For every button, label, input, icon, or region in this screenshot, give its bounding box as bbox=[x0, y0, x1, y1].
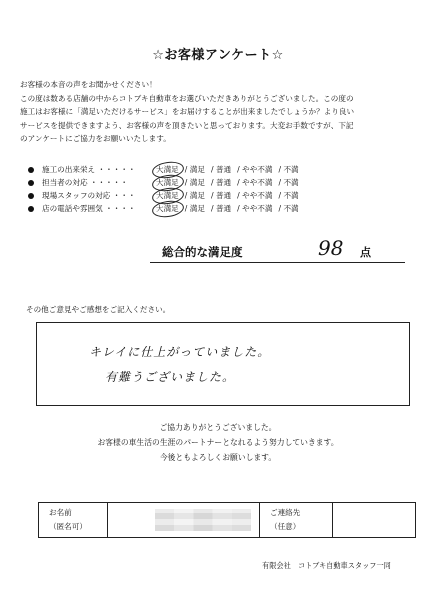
option-satisfied[interactable]: 満足 bbox=[189, 191, 205, 200]
option-neutral[interactable]: 普通 bbox=[215, 204, 232, 213]
name-label: お名前 bbox=[49, 508, 72, 517]
contact-label-cell bbox=[259, 503, 333, 537]
name-note: （匿名可） bbox=[49, 522, 87, 531]
rating-label: 担当者の対応 ・・・・・ bbox=[42, 178, 128, 187]
option-very-satisfied[interactable]: 大満足 bbox=[156, 165, 179, 174]
bullet-icon bbox=[28, 167, 34, 173]
intro-line: サービスを提供できますよう、お客様の声を頂きたいと思っております。大変お手数ですが、下記 bbox=[20, 120, 354, 130]
footer-signature: 有限会社 コトブキ自動車スタッフ一同 bbox=[262, 561, 391, 570]
option-somewhat-dissatisfied[interactable]: やや不満 bbox=[242, 191, 273, 200]
rating-label: 施工の出来栄え ・・・・・ bbox=[42, 165, 136, 174]
intro-line: 施工はお客様に「満足いただけるサービス」をお届けすることが出来ましたでしょうか？より良い bbox=[20, 107, 355, 116]
intro-line: お客様の本音の声をお聞かせください！ bbox=[20, 80, 157, 89]
comment-line: キレイに仕上がっていました。 bbox=[89, 345, 271, 359]
rating-row-field-staff bbox=[26, 189, 426, 202]
contact-note: （任意） bbox=[270, 522, 301, 531]
intro-line: この度は数ある店舗の中からコトブキ自動車をお選びいただきありがとうございました。この度の bbox=[20, 93, 354, 103]
contact-label: ご連絡先 bbox=[270, 508, 301, 517]
option-satisfied[interactable]: 満足 bbox=[189, 204, 205, 213]
rating-row-staff-in-charge bbox=[26, 176, 426, 189]
option-satisfied[interactable]: 満足 bbox=[189, 165, 205, 174]
bullet-icon bbox=[28, 206, 34, 212]
rating-options: 大満足 / 満足 / 普通 / やや不満 / 不満 bbox=[156, 191, 299, 200]
name-label-cell bbox=[39, 503, 108, 537]
thanks-line: お客様の車生活の生涯のパートナーとなれるよう努力していきます。 bbox=[97, 438, 339, 447]
option-satisfied[interactable]: 満足 bbox=[189, 178, 205, 187]
option-dissatisfied[interactable]: 不満 bbox=[283, 165, 299, 174]
score-underline bbox=[150, 262, 405, 263]
rating-label: 現場スタッフの対応 ・・・ bbox=[42, 191, 136, 200]
option-dissatisfied[interactable]: 不満 bbox=[283, 178, 299, 187]
option-neutral[interactable]: 普通 bbox=[215, 178, 232, 187]
redacted-name-mosaic bbox=[155, 509, 251, 531]
overall-satisfaction bbox=[0, 236, 436, 266]
rating-list bbox=[26, 163, 426, 215]
thanks-message bbox=[0, 420, 436, 465]
overall-score[interactable]: 98 bbox=[318, 236, 344, 260]
option-somewhat-dissatisfied[interactable]: やや不満 bbox=[242, 178, 273, 187]
contact-table bbox=[38, 502, 416, 538]
thanks-line: 今後ともよろしくお願いします。 bbox=[159, 453, 277, 462]
intro-line: のアンケートにご協力をお願いいたします。 bbox=[20, 134, 171, 143]
rating-options: 大満足 / 満足 / 普通 / やや不満 / 不満 bbox=[156, 165, 299, 174]
overall-label: 総合的な満足度 bbox=[162, 245, 243, 259]
bullet-icon bbox=[28, 193, 34, 199]
option-neutral[interactable]: 普通 bbox=[215, 165, 232, 174]
rating-options: 大満足 / 満足 / 普通 / やや不満 / 不満 bbox=[156, 178, 299, 187]
name-field[interactable] bbox=[107, 503, 259, 537]
thanks-line: ご協力ありがとうございました。 bbox=[159, 423, 277, 432]
rating-label: 店の電話や雰囲気 ・・・・ bbox=[42, 204, 136, 213]
option-somewhat-dissatisfied[interactable]: やや不満 bbox=[242, 204, 273, 213]
contact-field[interactable] bbox=[331, 503, 415, 537]
comment-box[interactable] bbox=[36, 322, 410, 406]
page-title: ☆お客様アンケート☆ bbox=[152, 48, 284, 63]
comment-label: その他ご意見やご感想をご記入ください。 bbox=[26, 305, 171, 314]
option-very-satisfied[interactable]: 大満足 bbox=[156, 204, 179, 213]
intro-text bbox=[20, 78, 420, 146]
overall-unit: 点 bbox=[360, 246, 371, 259]
option-very-satisfied[interactable]: 大満足 bbox=[156, 178, 179, 187]
bullet-icon bbox=[28, 180, 34, 186]
rating-row-shop-atmosphere bbox=[26, 202, 426, 215]
option-somewhat-dissatisfied[interactable]: やや不満 bbox=[242, 165, 273, 174]
option-dissatisfied[interactable]: 不満 bbox=[283, 191, 299, 200]
option-neutral[interactable]: 普通 bbox=[215, 191, 232, 200]
rating-row-workmanship bbox=[26, 163, 426, 176]
comment-line: 有難うございました。 bbox=[105, 370, 236, 384]
option-very-satisfied[interactable]: 大満足 bbox=[156, 191, 179, 200]
rating-options: 大満足 / 満足 / 普通 / やや不満 / 不満 bbox=[156, 204, 299, 213]
option-dissatisfied[interactable]: 不満 bbox=[283, 204, 299, 213]
